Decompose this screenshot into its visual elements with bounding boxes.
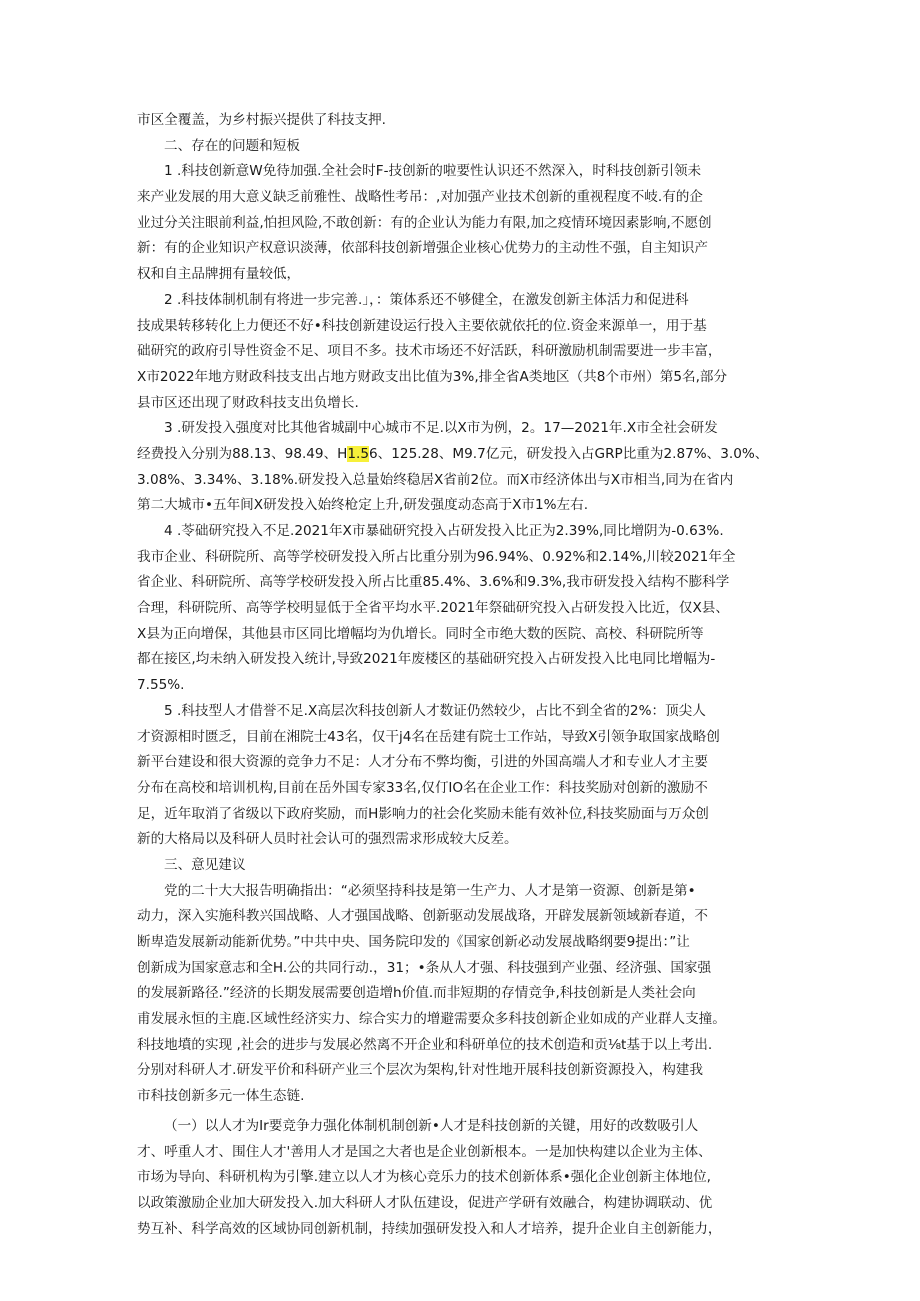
document-body xyxy=(137,108,787,1242)
text-line: 分别对科研人才.研发平价和科研产业三个层次为架构,针对性地开展科技创新资源投入，构建我 xyxy=(137,1062,703,1079)
text-line: 合理，科研院所、高等学校明显低于全省平均水平.2021年祭础研究投入占研发投入比近，仅X县、 xyxy=(137,600,729,617)
text-line: 创新成为国家意志和全H.公的共同行动.，31；•条从人才强、科技强到产业强、经济强、国家强 xyxy=(137,959,712,976)
text-line: 科技地墳的实现 ,社会的进步与发展必然离不开企业和科研单位的技术创造和贡⅛t基于以上考出. xyxy=(137,1036,713,1053)
text-line: 的发展新路径.”经济的长期发展需要创造增h价值.而非短期的存情竞争,科技创新是人类社会向 xyxy=(137,985,696,1002)
text-line: 新的大格局以及科研人员时社会认可的强烈需求形成较大反差。 xyxy=(137,831,518,848)
text-line: 党的二十大大报告明确指出：“必须坚持科技是第一生产力、人才是第一资源、创新是第• xyxy=(164,882,696,899)
highlighted-text: 1.5 xyxy=(347,445,370,462)
text-line: 新：有的企业知识产权意识淡薄，依部科技创新增强企业核心优势力的主动性不强，自主知识产 xyxy=(137,240,708,257)
text-line: 市区全覆盖，为乡村振兴提供了科技支押. xyxy=(137,112,387,128)
text-line: 足，近年取消了省级以下政府奖励，而H影响力的社会化奖励未能有效补位,科技奖励面与万众创 xyxy=(137,805,709,822)
text-line: 三、意见建议 xyxy=(164,856,246,873)
text-line: 市场为导向、科研机构为引擎.建立以人才为核心竞乐力的技术创新体系•强化企业创新主体地位, xyxy=(137,1169,712,1186)
text-line: 来产业发展的用大意义缺乏前雅性、战略性考吊：,对加强产业技术创新的重视程度不岐.有的企 xyxy=(137,189,703,206)
text-line: 甫发展永恒的主鹿.区域性经济实力、综合实力的增避需要众多科技创新企业如成的产业群人支撞。 xyxy=(137,1011,726,1028)
text-line: 新平台建设和很大资源的竞争力不足：人才分布不弊均衡，引进的外国高端人才和专业人才主要 xyxy=(137,754,708,771)
text-line: 7.55%. xyxy=(137,677,185,694)
text-line: 县市区还出现了财政科技支出负增长. xyxy=(137,394,359,411)
text-line: 3 .研发投入强度对比其他省城副中心城市不足.以X市为例，2。17—2021年.X市全社会研发 xyxy=(164,420,718,437)
text-line: 我市企业、科研院所、高等学校研发投入所占比重分别为96.94%、0.92%和2.14%,川较2021年全 xyxy=(137,548,736,565)
text-line: 1 .科技创新意W免待加强.全社会时F-技创新的啦要性认识还不然深入，时科技创新引领未 xyxy=(164,163,702,180)
text-line: 二、存在的问题和短板 xyxy=(164,137,300,154)
text-line: 才资源相时匮乏，目前在湘院士43名，仅干j4名在岳建有院士工作站，导致X引领争取国家战略创 xyxy=(137,728,720,745)
text-segment: 经费投入分别为88.13、98.49、H xyxy=(137,445,348,462)
text-line: 分布在高校和培训机构,目前在岳外国专家33名,仅仃IO名在企业工作：科技奖励对创新的激励不 xyxy=(137,779,708,796)
text-line: 市科技创新多元一体生态链. xyxy=(137,1088,305,1105)
text-line: 5 .科技型人才借誉不足.X高层次科技创新人才数证仍然较少，占比不到全省的2%：顶尖人 xyxy=(164,702,706,719)
text-line: 动力，深入实施科教兴国战略、人才强国战略、创新驱动发展战珞，开辟发展新领域新春道，不 xyxy=(137,908,708,925)
text-line: 4 .苓础研究投入不足.2021年X市暴础研究投入占研发投入比正为2.39%,同比增阴为-0.63%. xyxy=(164,523,724,539)
text-line: 础研究的政府引导性资金不足、项目不多。技术市场还不好活跃，科研激励机制需要进一步丰富， xyxy=(137,343,722,360)
text-line: 省企业、科研院所、高等学校研发投入所占比重85.4%、3.6%和9.3%,我市研发投入结构不膨科学 xyxy=(137,574,730,591)
text-line: 势互补、科学高效的区域协同创新机制，持续加强研发投入和人才培养，提升企业自主创新能力， xyxy=(137,1220,722,1237)
text-line: （一）以人才为Ir要竞争力强化体制机制创新•人才是科技创新的关键，用好的改数吸引人 xyxy=(164,1117,699,1134)
text-line: 权和自主品牌拥有量较低， xyxy=(137,266,301,283)
text-line: 第二大城市•五年间X研发投入始终枪定上升,研发强度动态高于X市1%左右. xyxy=(137,497,589,514)
text-line: 都在接区,均未纳入研发投入统计,导致2021年废楼区的基础研究投入占研发投入比电同比增幅为- xyxy=(137,651,716,668)
text-line: 以政策激励企业加大研发投入.加大科研人才队伍建设，促进产学研有效融合，构建协调联动、优 xyxy=(137,1194,713,1211)
text-line xyxy=(137,442,787,468)
text-line: 2 .科技体制机制有将进一步完善.」，：策体系还不够健全，在激发创新主体活力和促进科 xyxy=(164,291,689,308)
text-line: 断卑造发展新动能新优势。”中共中央、国务院印发的《国家创新必动发展战略纲要9提出：”让 xyxy=(137,934,690,950)
text-line: 业过分关注眼前利益,怕担风险,不敢创新：有的企业认为能力有限,加之疫情环境因素影响,不愿创 xyxy=(137,214,712,231)
text-line: 技成果转移转化上力便还不好•科技创新建设运行投入主要依就依托的位.资金来源单一，用于基 xyxy=(137,317,707,334)
text-line: 3.08%、3.34%、3.18%.研发投入总量始终稳居X省前2位。而X市经济体出与X市相当,同为在省内 xyxy=(137,471,734,488)
text-segment: 6、125.28、M9.7亿元，研发投入占GRP比重为2.87%、3.0%、 xyxy=(369,445,769,462)
text-line: 才、呼重人才、围住人才'善用人才是国之大者也是企业创新根本。一是加快构建以企业为主体、 xyxy=(137,1143,712,1160)
text-line: X县为正向增保，其他县市区同比增幅均为仇增长。同时全市绝大数的医院、高校、科研院所等 xyxy=(137,625,704,642)
text-line: X市2022年地方财政科技支出占地方财政支出比值为3%,排全省A类地区（共8个市州）第5名,部分 xyxy=(137,368,728,385)
